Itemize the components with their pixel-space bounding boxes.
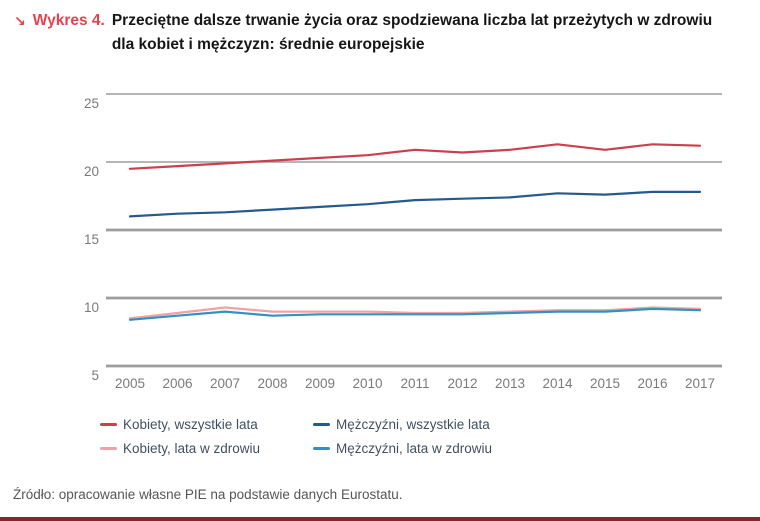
y-tick-label-20: 20 — [83, 164, 99, 179]
arrow-southeast-icon: ↘ — [14, 13, 26, 29]
legend-swatch-pink-line — [100, 447, 117, 450]
chart-title — [112, 9, 712, 57]
chart-number-label: Wykres 4. — [32, 12, 105, 29]
x-tick-label-2014: 2014 — [542, 376, 573, 391]
y-tick-label-15: 15 — [83, 232, 99, 247]
x-tick-label-2009: 2009 — [304, 376, 336, 391]
chart-legend — [100, 412, 492, 460]
x-tick-label-2017: 2017 — [684, 376, 716, 391]
x-tick-label-2011: 2011 — [400, 376, 430, 391]
x-tick-label-2008: 2008 — [257, 376, 288, 391]
chart-title-line1: Przeciętne dalsze trwanie życia oraz spodziewana liczba lat przeżytych w zdrowiu — [111, 12, 713, 29]
x-tick-label-2010: 2010 — [352, 376, 383, 391]
legend-column-kobiety — [100, 412, 313, 460]
legend-item-kobiety-wszystkie-lata — [100, 412, 313, 436]
chart-title-line2: dla kobiet i mężczyzn: średnie europejskie — [111, 36, 425, 53]
legend-column-mezczyzni — [313, 412, 492, 460]
x-tick-label-2015: 2015 — [589, 376, 621, 391]
x-tick-label-2006: 2006 — [162, 376, 193, 391]
x-tick-label-2005: 2005 — [114, 376, 146, 391]
series-line-1 — [130, 192, 700, 217]
legend-label: Kobiety, lata w zdrowiu — [123, 440, 261, 456]
legend-swatch-navy-line — [313, 423, 330, 426]
y-tick-label-25: 25 — [83, 96, 99, 111]
series-line-3 — [130, 309, 700, 320]
legend-label: Mężczyźni, wszystkie lata — [336, 416, 490, 432]
legend-swatch-red-line — [100, 423, 117, 426]
x-tick-label-2007: 2007 — [209, 376, 241, 391]
legend-item-mezczyzni-wszystkie-lata — [313, 412, 492, 436]
y-tick-label-10: 10 — [83, 300, 99, 315]
legend-item-mezczyzni-lata-w-zdrowiu — [313, 436, 492, 460]
chart-title-block — [14, 9, 712, 57]
series-line-0 — [130, 144, 700, 169]
legend-swatch-teal-line — [313, 447, 330, 450]
life-expectancy-line-chart — [0, 85, 760, 405]
x-tick-label-2013: 2013 — [494, 376, 526, 391]
x-tick-label-2016: 2016 — [637, 376, 668, 391]
page-footer-rule — [0, 517, 760, 521]
y-tick-label-5: 5 — [91, 368, 99, 383]
legend-label: Mężczyźni, lata w zdrowiu — [336, 440, 493, 456]
legend-label: Kobiety, wszystkie lata — [123, 416, 258, 432]
legend-item-kobiety-lata-w-zdrowiu — [100, 436, 313, 460]
x-tick-label-2012: 2012 — [447, 376, 478, 391]
source-note: Źródło: opracowanie własne PIE na podstawie danych Eurostatu. — [13, 487, 403, 502]
